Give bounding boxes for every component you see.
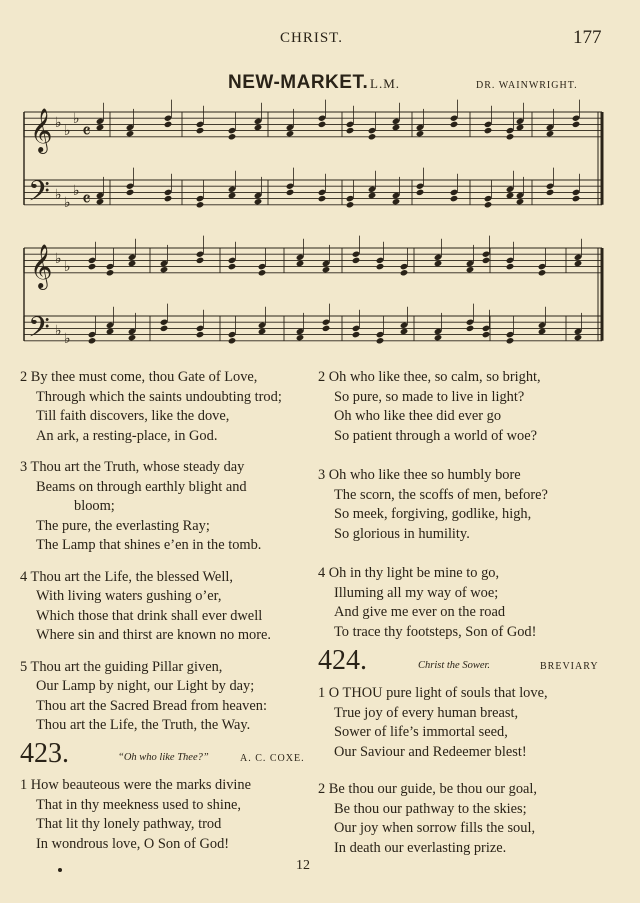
ink-dot	[58, 868, 62, 872]
note-head	[506, 192, 515, 199]
verse-line: Our Lamp by night, our Light by day;	[36, 678, 255, 694]
note-head	[416, 124, 425, 131]
note-head	[88, 331, 97, 338]
verse-line: That in thy meekness used to shine,	[36, 796, 242, 813]
flat-1b: ♭	[64, 123, 71, 139]
note-head	[450, 189, 459, 196]
bass-clef-2: 𝄢	[28, 311, 50, 351]
note-head	[196, 331, 205, 338]
note-head	[286, 189, 295, 196]
hymn-423-stanza-3	[318, 466, 623, 544]
verse-line: So glorious in humility.	[334, 525, 470, 542]
verse-line: Our joy when sorrow fills the soul,	[334, 820, 536, 836]
note-head	[482, 325, 491, 332]
note-head	[416, 183, 425, 190]
note-head	[296, 328, 305, 335]
hymn-424-stanza-1	[318, 684, 623, 762]
note-head	[516, 118, 525, 125]
note-head	[434, 328, 443, 335]
note-head	[484, 127, 493, 134]
note-head	[258, 263, 267, 270]
note-head	[322, 266, 331, 273]
note-head	[164, 195, 173, 202]
note-head	[546, 130, 555, 137]
note-head	[196, 325, 205, 332]
note-head	[506, 127, 515, 134]
note-head	[392, 124, 401, 131]
note-head	[254, 118, 263, 125]
note-head	[126, 183, 135, 190]
note-head	[258, 322, 267, 329]
note-head	[88, 257, 97, 264]
note-head	[164, 121, 173, 128]
verse-line: True joy of every human breast,	[334, 704, 519, 721]
flat-3b: ♭	[64, 259, 71, 275]
note-head	[96, 192, 105, 199]
note-head	[346, 195, 355, 202]
note-head	[572, 189, 581, 196]
tune-meter: L.M.	[370, 76, 400, 91]
note-head	[516, 124, 525, 131]
note-head	[482, 257, 491, 264]
note-head	[506, 331, 515, 338]
note-head	[126, 130, 135, 137]
note-head	[322, 319, 331, 326]
running-header: CHRIST.	[280, 30, 343, 46]
stanza-2	[20, 368, 308, 446]
note-head	[160, 266, 169, 273]
note-head	[318, 115, 327, 122]
hymn-423-stanza-4	[318, 564, 623, 642]
verse-line: Oh who like thee did ever go	[334, 408, 502, 424]
note-head	[126, 124, 135, 131]
note-head	[400, 263, 409, 270]
hymn-423-author: A. C. COXE.	[240, 753, 305, 764]
note-head	[164, 115, 173, 122]
verse-line: bloom;	[74, 498, 115, 514]
note-head	[574, 254, 583, 261]
time-sig-2: 𝄴	[82, 187, 91, 211]
note-head	[228, 257, 237, 264]
note-head	[160, 260, 169, 267]
note-head	[318, 195, 327, 202]
note-head	[482, 331, 491, 338]
note-head	[296, 260, 305, 267]
verse-line: 3 Oh who like thee so humbly bore	[318, 467, 521, 483]
note-head	[506, 133, 515, 140]
note-head	[96, 124, 105, 131]
note-head	[484, 201, 493, 208]
right-column	[318, 368, 623, 654]
note-head	[318, 189, 327, 196]
note-head	[434, 260, 443, 267]
verse-line: So pure, so made to live in light?	[334, 388, 525, 405]
hymn-424-number: 424.	[318, 645, 367, 676]
hymn-423-title: “Oh who like Thee?”	[118, 752, 209, 763]
note-head	[482, 251, 491, 258]
note-head	[164, 189, 173, 196]
note-head	[506, 257, 515, 264]
note-head	[484, 195, 493, 202]
note-head	[574, 334, 583, 341]
note-head	[128, 328, 137, 335]
verse-line: Which those that drink shall ever dwell	[36, 607, 263, 624]
note-head	[128, 254, 137, 261]
note-head	[572, 195, 581, 202]
note-head	[228, 331, 237, 338]
note-head	[506, 186, 515, 193]
note-head	[484, 121, 493, 128]
hymn-424-stanza-2	[318, 780, 623, 858]
note-head	[450, 121, 459, 128]
time-sig-1: 𝄴	[82, 119, 91, 143]
note-head	[322, 325, 331, 332]
note-head	[352, 251, 361, 258]
verse-line: To trace thy footsteps, Son of God!	[334, 623, 537, 640]
flat-2b: ♭	[64, 195, 71, 211]
verse-line: So patient through a world of woe?	[334, 427, 538, 444]
stanza-5	[20, 658, 308, 736]
note-head	[400, 269, 409, 276]
verse-line: Sower of life’s immortal seed,	[334, 724, 508, 740]
hymn-424-title: Christ the Sower.	[418, 660, 491, 671]
note-head	[346, 201, 355, 208]
note-head	[286, 130, 295, 137]
note-head	[506, 263, 515, 270]
verse-line: 4 Oh in thy light be mine to go,	[318, 565, 500, 581]
verse-line: Where sin and thirst are known no more.	[36, 627, 271, 643]
verse-line: Our Saviour and Redeemer blest!	[334, 743, 527, 760]
note-head	[128, 334, 137, 341]
verse-line: With living waters gushing o’er,	[36, 588, 222, 604]
verse-line: Be thou our pathway to the skies;	[334, 800, 527, 817]
note-head	[160, 319, 169, 326]
note-head	[254, 198, 263, 205]
note-head	[322, 260, 331, 267]
note-head	[376, 257, 385, 264]
verse-line: Till faith discovers, like the dove,	[36, 408, 230, 424]
note-head	[106, 328, 115, 335]
note-head	[228, 127, 237, 134]
stanza-4	[20, 568, 308, 646]
note-head	[546, 183, 555, 190]
note-head	[450, 195, 459, 202]
flat-4b: ♭	[64, 331, 71, 347]
flat-2c: ♭	[73, 183, 80, 199]
note-head	[368, 192, 377, 199]
bass-clef-1: 𝄢	[28, 175, 50, 215]
note-head	[228, 337, 237, 344]
note-head	[296, 334, 305, 341]
note-head	[466, 325, 475, 332]
verse-line: That lit thy lonely pathway, trod	[36, 816, 222, 832]
note-head	[96, 118, 105, 125]
note-head	[572, 115, 581, 122]
note-head	[318, 121, 327, 128]
verse-line: 2 By thee must come, thou Gate of Love,	[20, 369, 258, 385]
note-head	[106, 263, 115, 270]
note-head	[286, 124, 295, 131]
note-head	[228, 186, 237, 193]
verse-line: Thou art the Sacred Bread from heaven:	[36, 697, 267, 714]
treble-clef-1: 𝄞	[30, 108, 53, 152]
note-head	[196, 257, 205, 264]
note-head	[574, 260, 583, 267]
note-head	[572, 121, 581, 128]
note-head	[546, 189, 555, 196]
hymn-424-text	[318, 684, 623, 870]
note-head	[546, 124, 555, 131]
note-head	[392, 118, 401, 125]
note-head	[416, 189, 425, 196]
stanza-3	[20, 458, 308, 556]
note-head	[434, 334, 443, 341]
verse-line: The pure, the everlasting Ray;	[36, 517, 210, 534]
hymn-424-author: BREVIARY	[540, 661, 599, 672]
note-head	[450, 115, 459, 122]
note-head	[88, 263, 97, 270]
note-head	[538, 322, 547, 329]
verse-line: The Lamp that shines e’en in the tomb.	[36, 537, 262, 553]
note-head	[466, 260, 475, 267]
note-head	[368, 133, 377, 140]
verse-line: 5 Thou art the guiding Pillar given,	[20, 658, 223, 675]
verse-line: Through which the saints undoubting trod;	[36, 388, 282, 405]
note-head	[376, 263, 385, 270]
verse-line: In death our everlasting prize.	[334, 839, 507, 856]
verse-line: Thou art the Life, the Truth, the Way.	[36, 717, 251, 733]
verse-line: 1 O THOU pure light of souls that love,	[318, 685, 548, 701]
note-head	[376, 331, 385, 338]
note-head	[400, 322, 409, 329]
page-number: 177	[573, 27, 602, 48]
note-head	[376, 337, 385, 344]
note-head	[286, 183, 295, 190]
note-head	[392, 198, 401, 205]
flat-1c: ♭	[73, 111, 80, 127]
note-head	[346, 127, 355, 134]
hymn-423-stanza-1	[20, 776, 308, 854]
note-head	[538, 328, 547, 335]
note-head	[392, 192, 401, 199]
flat-4a: ♭	[55, 323, 62, 339]
verse-line: 1 How beauteous were the marks divine	[20, 777, 251, 793]
verse-line: And give me ever on the road	[334, 604, 506, 620]
hymn-423-number: 423.	[20, 738, 69, 769]
note-head	[196, 127, 205, 134]
note-head	[196, 121, 205, 128]
note-head	[228, 263, 237, 270]
verse-line: Beams on through earthly blight and	[36, 478, 247, 495]
note-head	[160, 325, 169, 332]
note-head	[88, 337, 97, 344]
signature-mark: 12	[296, 858, 310, 873]
treble-clef-2: 𝄞	[30, 244, 53, 288]
note-head	[296, 254, 305, 261]
verse-line: So meek, forgiving, godlike, high,	[334, 506, 532, 522]
note-head	[258, 269, 267, 276]
note-head	[254, 192, 263, 199]
note-head	[466, 319, 475, 326]
verse-line: 3 Thou art the Truth, whose steady day	[20, 459, 245, 475]
note-head	[538, 269, 547, 276]
note-head	[254, 124, 263, 131]
note-head	[228, 133, 237, 140]
note-head	[346, 121, 355, 128]
note-head	[466, 266, 475, 273]
left-column	[20, 368, 308, 748]
note-head	[228, 192, 237, 199]
note-head	[434, 254, 443, 261]
verse-line: Illuming all my way of woe;	[334, 584, 499, 601]
note-head	[352, 325, 361, 332]
verse-line: The scorn, the scoffs of men, before?	[334, 486, 548, 503]
verse-line: 2 Oh who like thee, so calm, so bright,	[318, 369, 541, 385]
note-head	[416, 130, 425, 137]
note-head	[352, 331, 361, 338]
note-head	[106, 322, 115, 329]
note-head	[506, 337, 515, 344]
note-head	[126, 189, 135, 196]
note-head	[516, 198, 525, 205]
note-head	[538, 263, 547, 270]
note-head	[516, 192, 525, 199]
note-head	[258, 328, 267, 335]
note-head	[400, 328, 409, 335]
flat-2a: ♭	[55, 187, 62, 203]
note-head	[352, 257, 361, 264]
note-head	[128, 260, 137, 267]
verse-line: An ark, a resting-place, in God.	[36, 427, 218, 444]
note-head	[196, 201, 205, 208]
verse-line: 4 Thou art the Life, the blessed Well,	[20, 568, 233, 585]
note-head	[106, 269, 115, 276]
flat-1a: ♭	[55, 115, 62, 131]
note-head	[196, 251, 205, 258]
note-head	[368, 127, 377, 134]
verse-line: 2 Be thou our guide, be thou our goal,	[318, 781, 538, 797]
tune-composer: DR. WAINWRIGHT.	[476, 80, 578, 91]
note-head	[96, 198, 105, 205]
verse-line: In wondrous love, O Son of God!	[36, 835, 230, 852]
note-head	[196, 195, 205, 202]
music-score	[0, 0, 640, 360]
flat-3a: ♭	[55, 251, 62, 267]
note-head	[574, 328, 583, 335]
hymn-423-stanza-2	[318, 368, 623, 446]
note-head	[368, 186, 377, 193]
tune-name: NEW-MARKET.	[228, 72, 369, 93]
